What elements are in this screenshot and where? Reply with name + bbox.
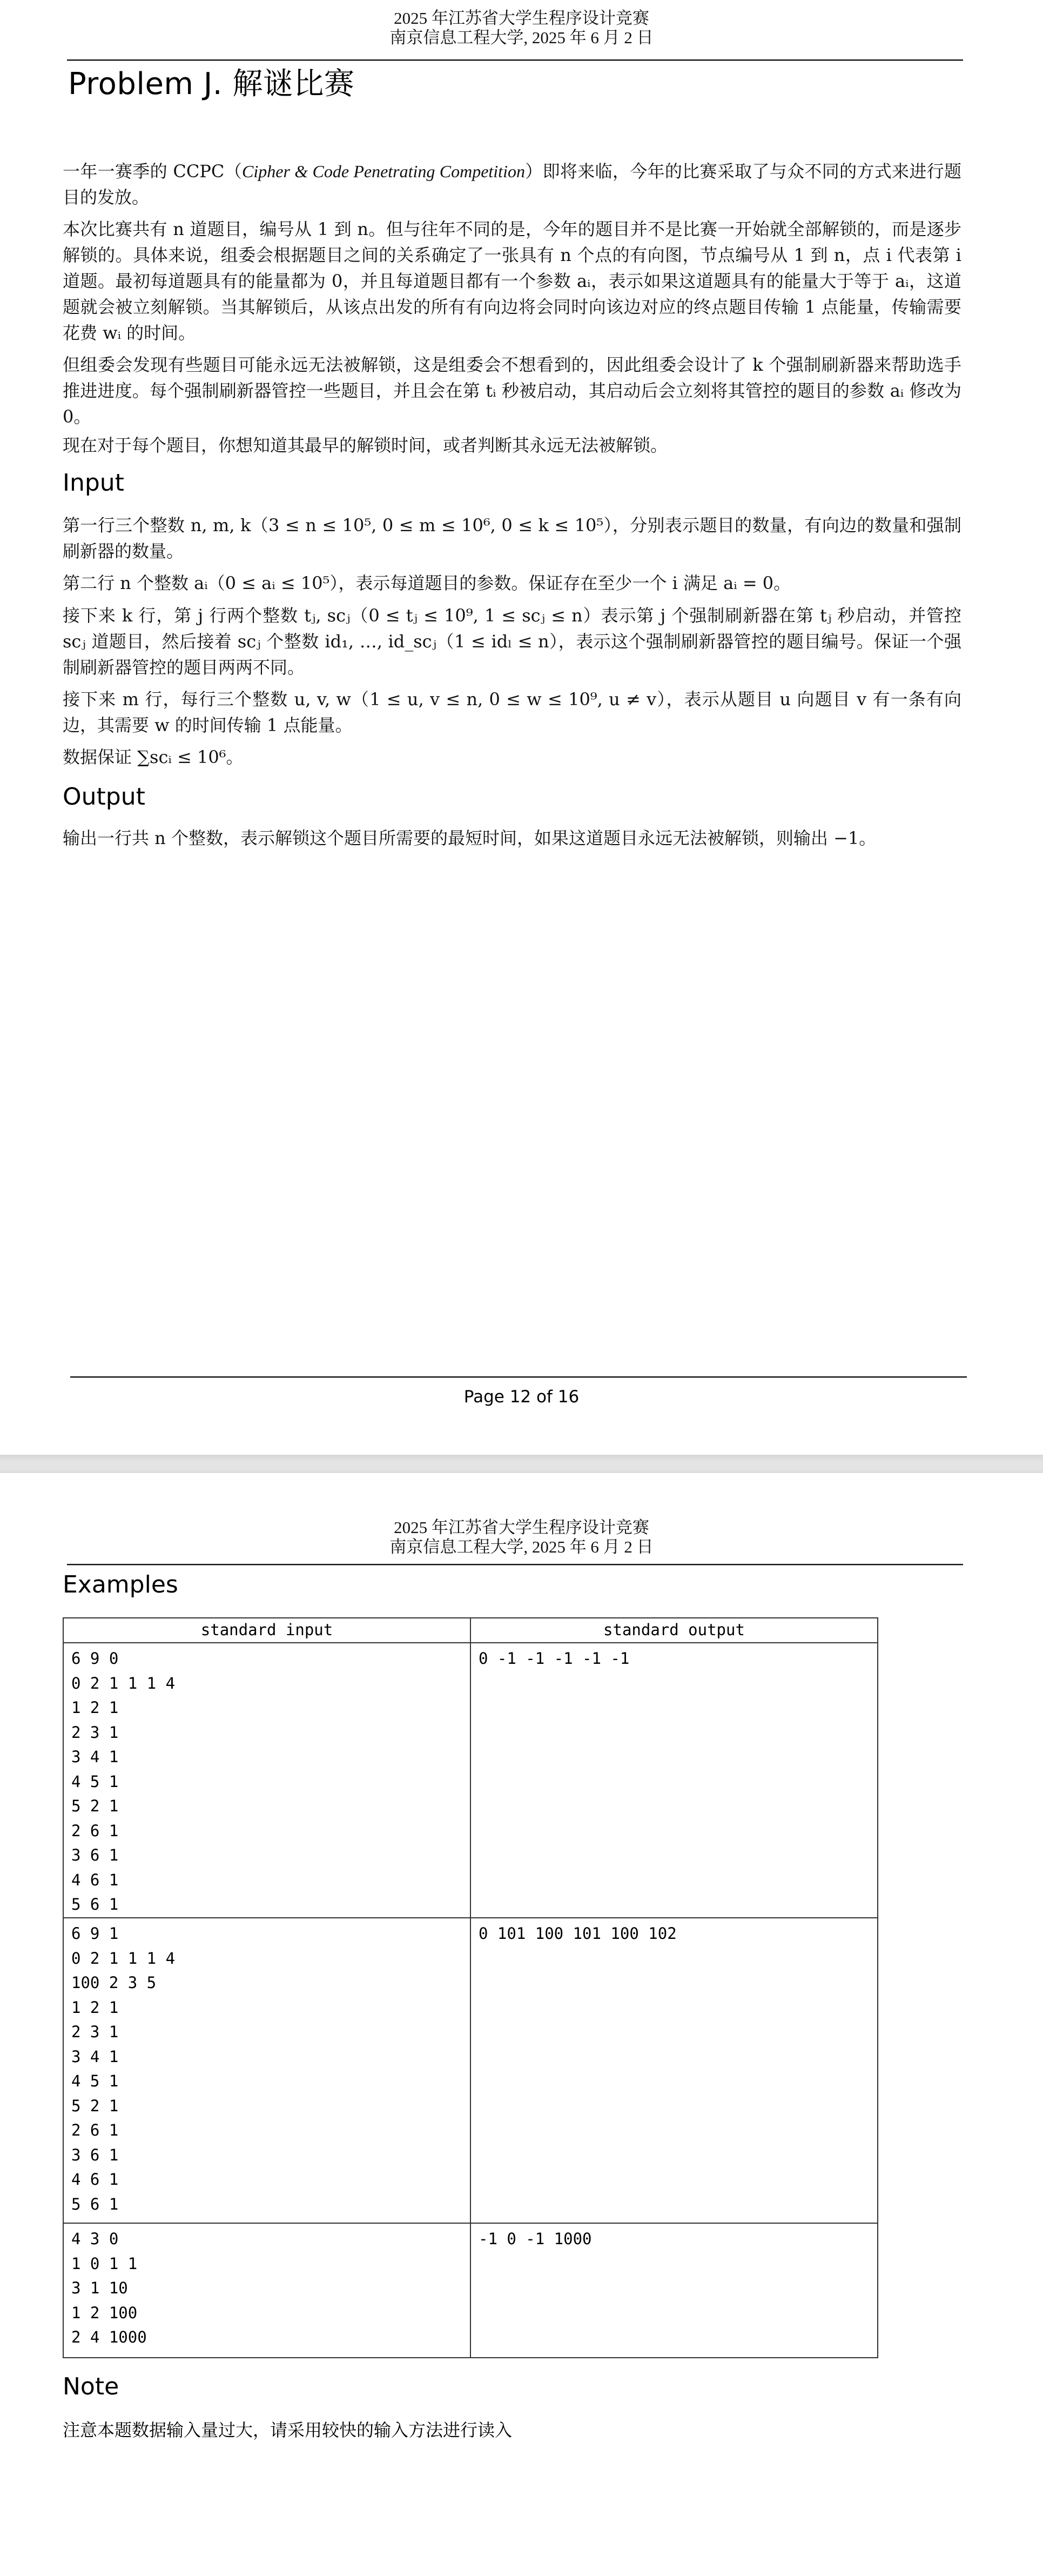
input-paragraph-4: 接下来 m 行，每行三个整数 u, v, w（1 ≤ u, v ≤ n, 0 ≤ w ≤ 10⁹, u ≠ v），表示从题目 u 向题目 v 有一条有向边，其需要 w 的时间传输 1 点能量。	[63, 689, 961, 735]
example-1-output[interactable]: 0 -1 -1 -1 -1 -1	[470, 1643, 878, 1918]
example-3-input[interactable]: 4 3 0 1 0 1 1 3 1 10 1 2 100 2 4 1000	[63, 2223, 470, 2358]
header-rule	[67, 1564, 963, 1565]
page-13	[0, 1473, 1043, 2576]
note-heading: Note	[63, 2373, 119, 2400]
statement-paragraph-1: 一年一赛季的 CCPC（Cipher & Code Penetrating Competition）即将来临，今年的比赛采取了与众不同的方式来进行题目的发放。	[63, 161, 961, 208]
examples-header-row	[63, 1618, 878, 1643]
input-paragraph-1: 第一行三个整数 n, m, k（3 ≤ n ≤ 10⁵, 0 ≤ m ≤ 10⁶, 0 ≤ k ≤ 10⁵），分别表示题目的数量，有向边的数量和强制刷新器的数量。	[63, 515, 961, 561]
example-1-input[interactable]: 6 9 0 0 2 1 1 1 4 1 2 1 2 3 1 3 4 1 4 5 1 5 2 1 2 6 1 3 6 1 4 6 1 5 6 1	[63, 1643, 470, 1918]
contest-name: 2025 年江苏省大学生程序设计竞赛	[394, 1518, 649, 1537]
contest-name: 2025 年江苏省大学生程序设计竞赛	[394, 9, 649, 28]
running-header	[0, 9, 1043, 48]
competition-name-italic: Cipher & Code Penetrating Competition	[242, 162, 525, 181]
example-3-output[interactable]: -1 0 -1 1000	[470, 2223, 878, 2358]
venue-date: 南京信息工程大学, 2025 年 6 月 2 日	[389, 28, 654, 47]
page-separator	[0, 1455, 1043, 1473]
problem-title: Problem J. 解谜比赛	[68, 66, 355, 102]
input-paragraph-2: 第二行 n 个整数 aᵢ（0 ≤ aᵢ ≤ 10⁵），表示每道题目的参数。保证存在至少一个 i 满足 aᵢ = 0。	[63, 573, 791, 593]
header-rule	[67, 59, 963, 61]
running-header	[0, 1518, 1043, 1557]
output-heading: Output	[63, 783, 145, 811]
examples-heading: Examples	[63, 1571, 178, 1598]
input-paragraph-3: 接下来 k 行，第 j 行两个整数 tⱼ, scⱼ（0 ≤ tⱼ ≤ 10⁹, 1 ≤ scⱼ ≤ n）表示第 j 个强制刷新器在第 tⱼ 秒启动，并管控 scⱼ 道题目，然后接着 scⱼ 个整数 id₁, …, id_scⱼ（1 ≤ idₗ ≤ n），表示这个强制刷新器管控的题目编号。保证一个强制刷新器管控的题目两两不同。	[63, 605, 961, 678]
column-header-output: standard output	[470, 1618, 878, 1643]
statement-paragraph-2: 本次比赛共有 n 道题目，编号从 1 到 n。但与往年不同的是，今年的题目并不是比赛一开始就全部解锁的，而是逐步解锁的。具体来说，组委会根据题目之间的关系确定了一张具有 n 个点的有向图，节点编号从 1 到 n，点 i 代表第 i 道题。最初每道题具有的能量都为 0，并且每道题目都有一个参数 aᵢ，表示如果这道题具有的能量大于等于 aᵢ，这道题就会被立刻解锁。当其解锁后，从该点出发的所有有向边将会同时向该边对应的终点题目传输 1 点能量，传输需要花费 wᵢ 的时间。	[63, 219, 961, 343]
statement-paragraph-3: 但组委会发现有些题目可能永远无法被解锁，这是组委会不想看到的，因此组委会设计了 k 个强制刷新器来帮助选手推进进度。每个强制刷新器管控一些题目，并且会在第 tᵢ 秒被启动，其启动后会立刻将其管控的题目的参数 aᵢ 修改为 0。	[63, 354, 961, 427]
page-number: Page 12 of 16	[463, 1387, 580, 1407]
venue-date: 南京信息工程大学, 2025 年 6 月 2 日	[389, 1537, 654, 1556]
example-row-3	[63, 2223, 878, 2358]
input-heading: Input	[63, 469, 124, 497]
example-2-output[interactable]: 0 101 100 101 100 102	[470, 1918, 878, 2223]
statement-paragraph-4: 现在对于每个题目，你想知道其最早的解锁时间，或者判断其永远无法被解锁。	[63, 435, 668, 456]
column-header-input: standard input	[63, 1618, 470, 1643]
note-text: 注意本题数据输入量过大，请采用较快的输入方法进行读入	[63, 2420, 513, 2440]
output-paragraph-1: 输出一行共 n 个整数，表示解锁这个题目所需要的最短时间，如果这道题目永远无法被解锁，则输出 −1。	[63, 828, 877, 848]
example-row-1	[63, 1643, 878, 1918]
footer-rule	[70, 1376, 967, 1378]
example-2-input[interactable]: 6 9 1 0 2 1 1 1 4 100 2 3 5 1 2 1 2 3 1 3 4 1 4 5 1 5 2 1 2 6 1 3 6 1 4 6 1 5 6 1	[63, 1918, 470, 2223]
examples-table	[63, 1617, 878, 2358]
example-row-2	[63, 1918, 878, 2223]
input-paragraph-5: 数据保证 ∑scᵢ ≤ 10⁶。	[63, 747, 244, 767]
